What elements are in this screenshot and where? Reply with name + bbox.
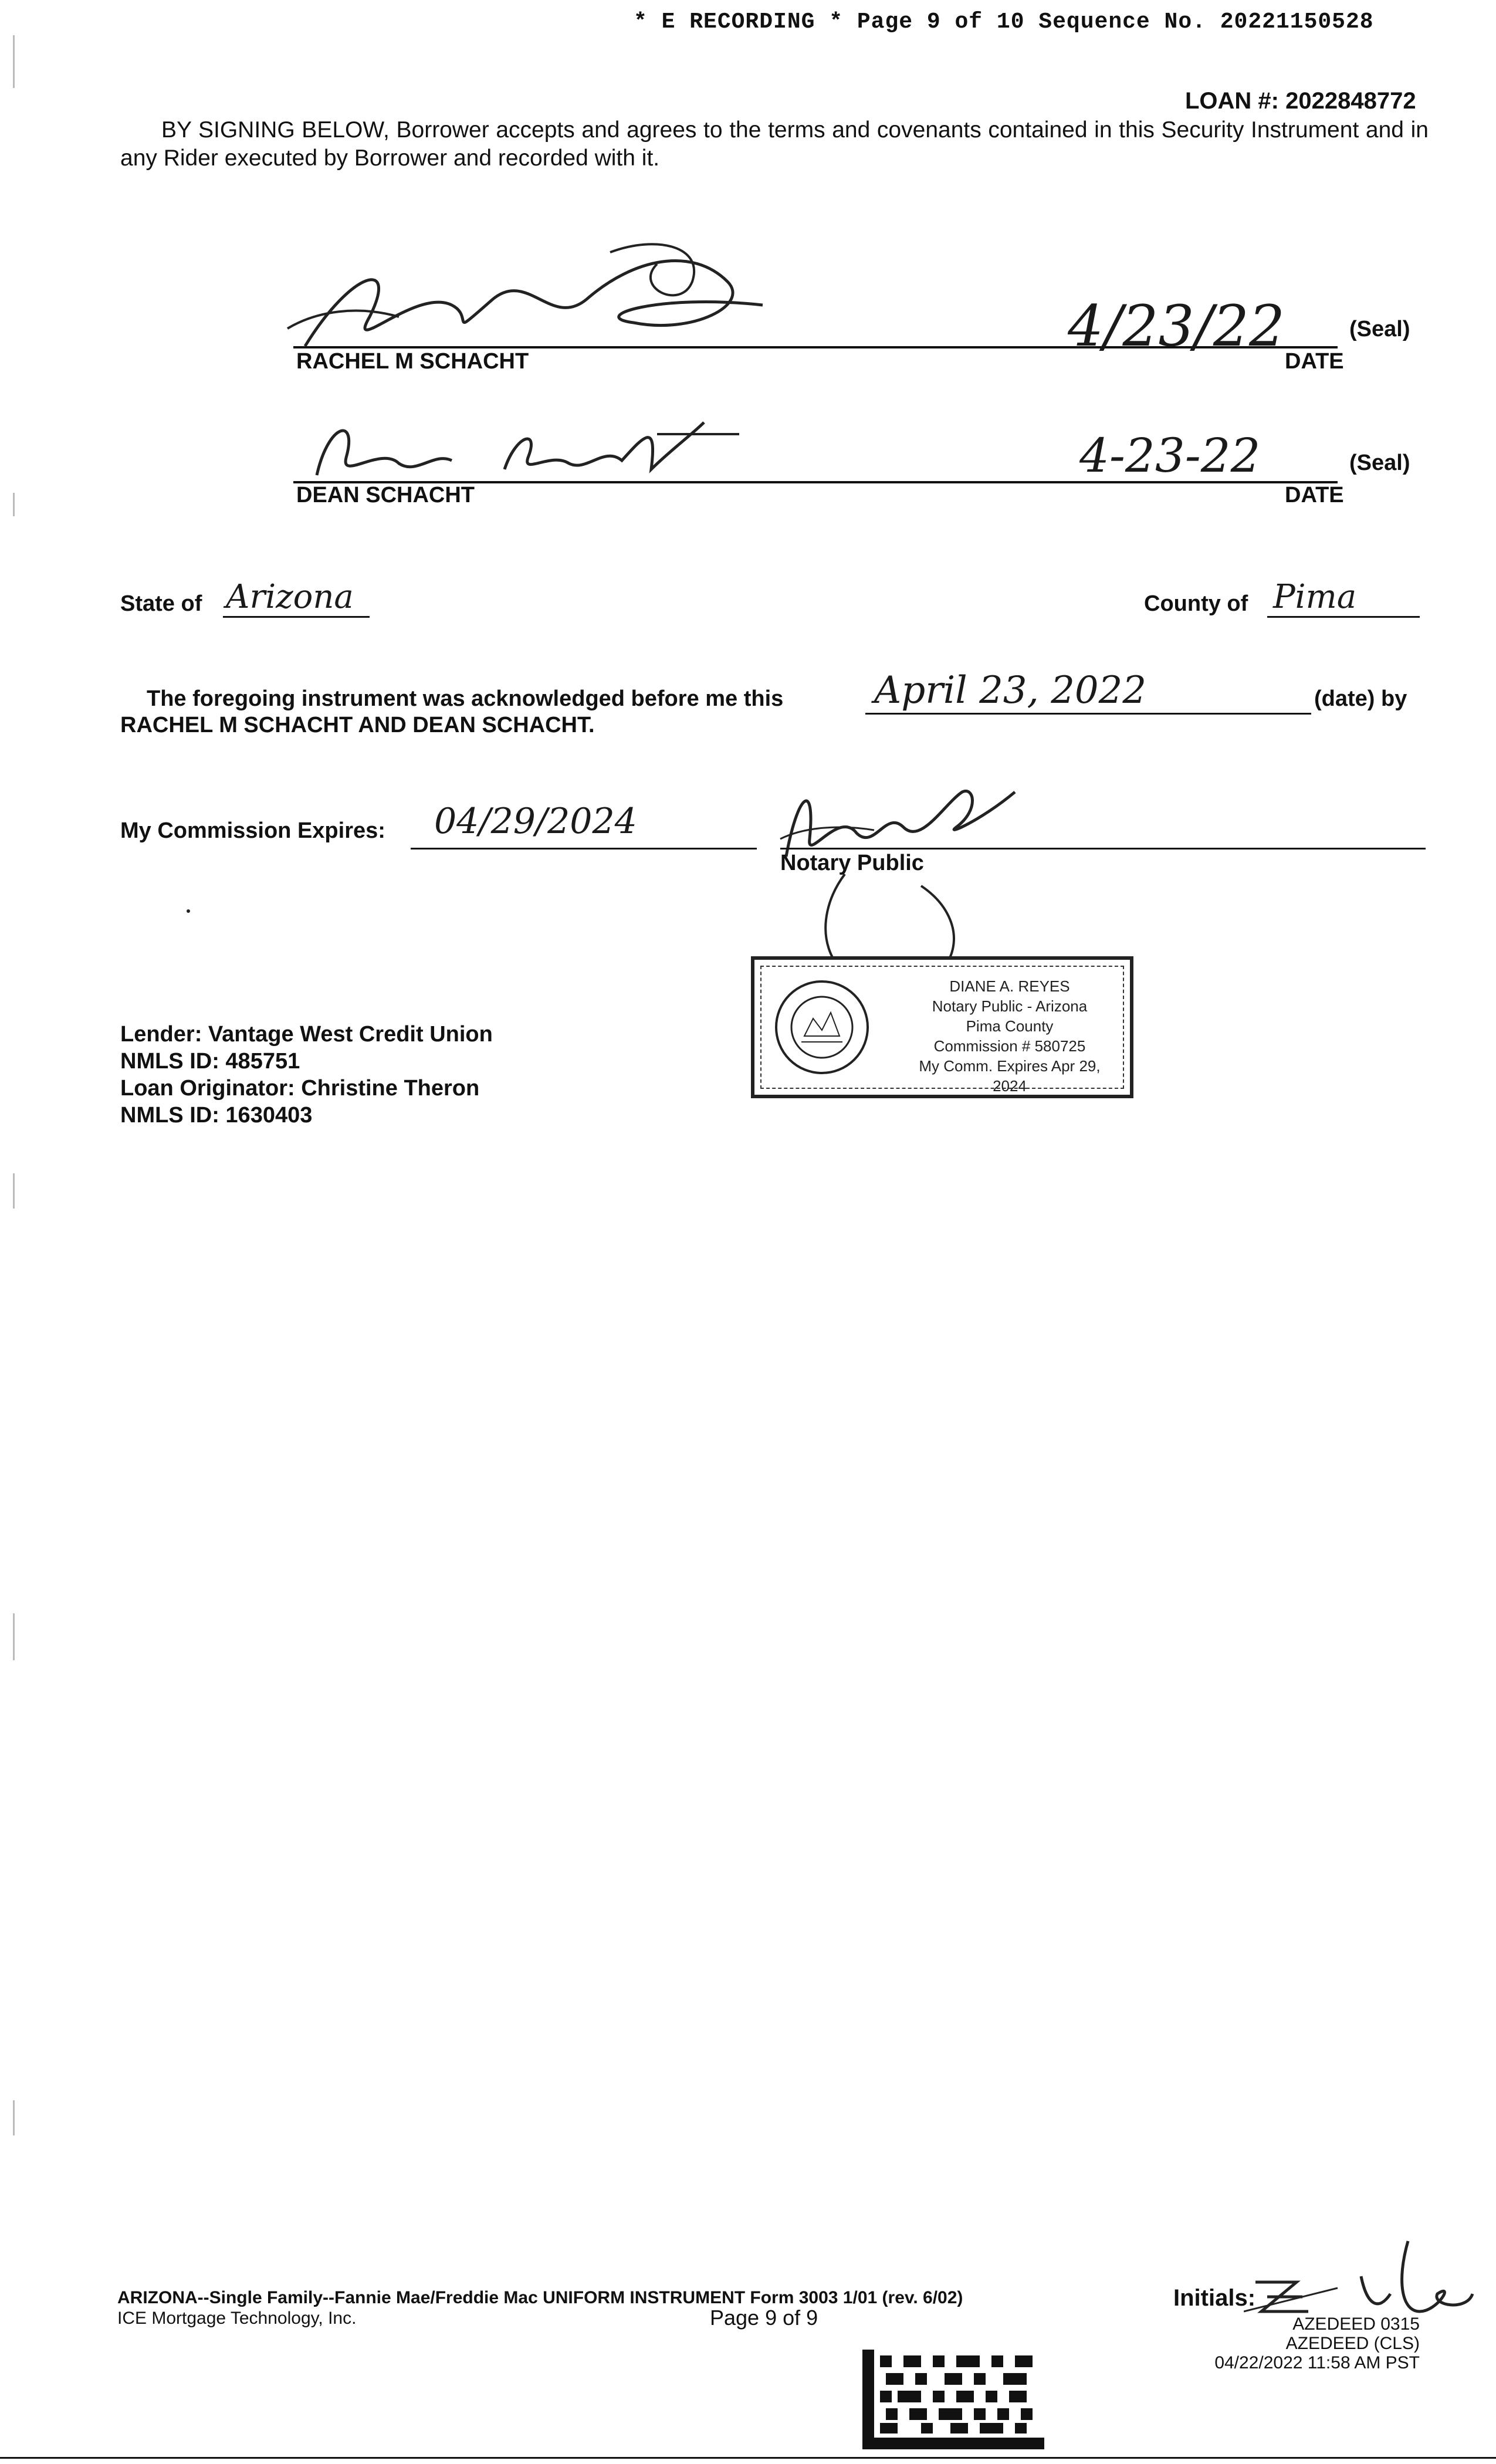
- borrower-2-date: 4-23-22: [1079, 428, 1261, 483]
- initials-signature-graphic: [1244, 2223, 1490, 2323]
- ack-prefix: The foregoing instrument was acknowledged before me this: [147, 686, 784, 711]
- borrower-1-date-label: DATE: [1285, 349, 1344, 374]
- scan-edge-mark: [13, 1173, 15, 1209]
- stamp-commission: Commission # 580725: [933, 1037, 1086, 1055]
- county-value: Pima: [1273, 578, 1357, 616]
- borrower-2-name: DEAN SCHACHT: [296, 483, 475, 507]
- borrower-1-date: 4/23/22: [1068, 293, 1285, 359]
- ack-suffix: (date) by: [1314, 686, 1407, 711]
- ack-date-line: [865, 713, 1311, 715]
- scan-edge-mark: [13, 1613, 15, 1660]
- stray-mark: [187, 909, 190, 913]
- state-line: [223, 616, 370, 618]
- bottom-rule: [0, 2457, 1496, 2459]
- commission-line: [411, 848, 757, 849]
- state-value: Arizona: [226, 578, 354, 616]
- state-label: State of: [120, 591, 202, 616]
- intro-paragraph: BY SIGNING BELOW, Borrower accepts and agrees to the terms and covenants contained in this Security Instrument and in any Rider executed by Borrower and recorded with it.: [120, 117, 1429, 171]
- borrower-1-name: RACHEL M SCHACHT: [296, 349, 529, 374]
- borrower-2-signature-graphic: [293, 399, 763, 493]
- vendor: ICE Mortgage Technology, Inc.: [117, 2309, 357, 2328]
- stamp-expires: My Comm. Expires Apr 29, 2024: [919, 1057, 1101, 1095]
- county-label: County of: [1144, 591, 1248, 616]
- stamp-title: Notary Public - Arizona: [932, 997, 1088, 1015]
- form-code-2: AZEDEED (CLS): [1285, 2334, 1420, 2353]
- form-code-1: AZEDEED 0315: [1292, 2314, 1420, 2334]
- initials-label: Initials:: [1173, 2285, 1256, 2311]
- ack-names: RACHEL M SCHACHT AND DEAN SCHACHT.: [120, 713, 595, 737]
- 2d-barcode-icon: [862, 2350, 1044, 2449]
- ack-date: April 23, 2022: [874, 669, 1147, 712]
- print-timestamp: 04/22/2022 11:58 AM PST: [1214, 2353, 1420, 2372]
- loan-number: LOAN #: 2022848772: [1185, 88, 1416, 114]
- commission-value: 04/29/2024: [434, 801, 637, 842]
- scan-edge-mark: [13, 493, 15, 516]
- county-line: [1267, 616, 1420, 618]
- commission-label: My Commission Expires:: [120, 818, 385, 843]
- recording-header: * E RECORDING * Page 9 of 10 Sequence No. 20221150528: [634, 9, 1374, 35]
- notary-line: [780, 848, 1426, 849]
- form-line: ARIZONA--Single Family--Fannie Mae/Freddie Mac UNIFORM INSTRUMENT Form 3003 1/01 (rev. 6/02): [117, 2288, 963, 2307]
- notary-stamp: [751, 956, 1133, 1098]
- lender-nmls: NMLS ID: 485751: [120, 1049, 300, 1074]
- borrower-1-seal: (Seal): [1349, 317, 1410, 341]
- scan-edge-mark: [13, 35, 15, 88]
- notary-label: Notary Public: [780, 851, 924, 875]
- scan-edge-mark: [13, 2100, 15, 2135]
- lender-info-block: [120, 1021, 493, 1129]
- loan-originator: Loan Originator: Christine Theron: [120, 1076, 480, 1101]
- arizona-seal-icon: [772, 977, 872, 1077]
- originator-nmls: NMLS ID: 1630403: [120, 1103, 313, 1128]
- stamp-name: DIANE A. REYES: [949, 977, 1070, 995]
- page-number: Page 9 of 9: [710, 2306, 818, 2330]
- stamp-county: Pima County: [966, 1017, 1054, 1035]
- stamp-text-block: [901, 976, 1118, 1096]
- borrower-2-seal: (Seal): [1349, 451, 1410, 475]
- lender-name: Lender: Vantage West Credit Union: [120, 1022, 493, 1047]
- borrower-2-date-label: DATE: [1285, 483, 1344, 507]
